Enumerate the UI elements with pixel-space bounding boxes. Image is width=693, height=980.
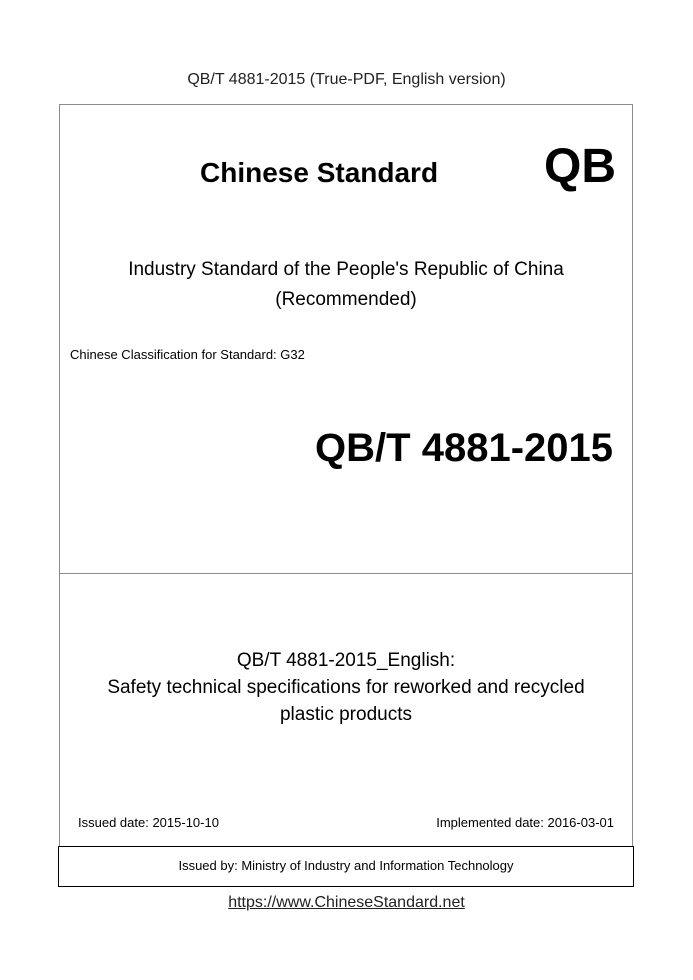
standard-heading: Chinese Standard: [200, 157, 439, 188]
issued-date: Issued date: 2015-10-10: [78, 815, 219, 830]
standard-number: QB/T 4881-2015: [315, 426, 613, 470]
document-title-line-2: Safety technical specifications for reworked and recycled: [107, 677, 585, 698]
document-title-line-1: QB/T 4881-2015_English:: [236, 650, 456, 671]
classification-text: Chinese Classification for Standard: G32: [70, 347, 305, 362]
implemented-date: Implemented date: 2016-03-01: [436, 815, 614, 830]
document-title-line-3: plastic products: [279, 704, 412, 725]
website-link[interactable]: https://www.ChineseStandard.net: [228, 894, 465, 911]
recommended-line: (Recommended): [275, 289, 417, 310]
page-header-title: QB/T 4881-2015 (True-PDF, English version): [187, 71, 506, 88]
issued-by-box: Issued by: Ministry of Industry and Information Technology: [58, 846, 634, 887]
industry-standard-line: Industry Standard of the People's Republic of China: [128, 259, 564, 280]
standard-code: QB: [544, 140, 616, 193]
